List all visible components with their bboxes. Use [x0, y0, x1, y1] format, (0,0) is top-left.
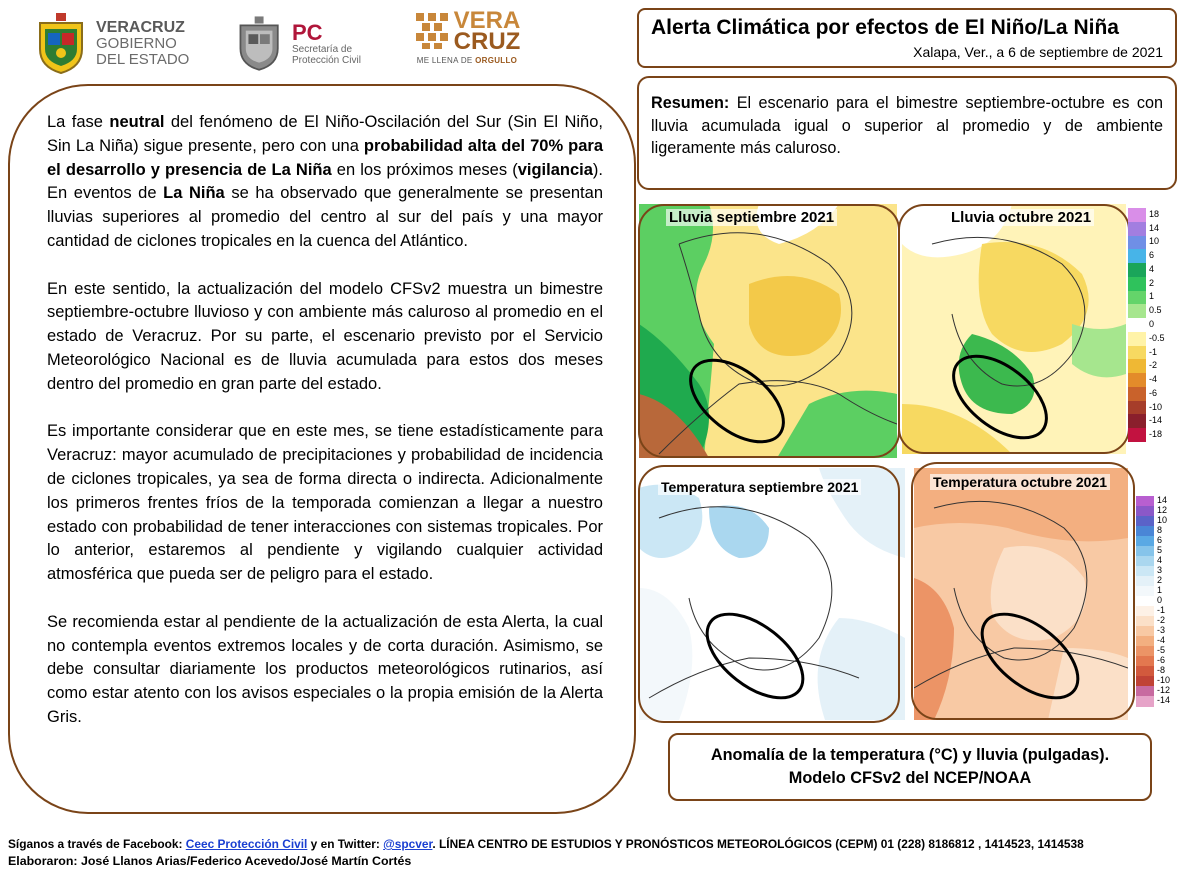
legend-temp-tick-label: -4 [1157, 635, 1166, 645]
paragraph-4: Se recomienda estar al pendiente de la actualización de esta Alerta, la cual no contempla eventos extremos locales y de corta duración. Asimismo, se debe consultar diariamente los productos meteorológicos rutinarios, así como estar atento con los avisos especiales o la propia emisión de la Alerta Gris. [47, 612, 603, 726]
legend-temp-tick-label: -5 [1157, 645, 1166, 655]
legend-temp-swatch [1136, 636, 1154, 647]
legend-temp-swatch [1136, 536, 1154, 547]
legend-temp-tick-label: -12 [1157, 685, 1171, 695]
footer [8, 836, 1183, 870]
logo-gobierno-veracruz [34, 10, 204, 78]
resumen-label: Resumen: [651, 94, 730, 112]
caption-line1: Anomalía de la temperatura (°C) y lluvia (pulgadas). [710, 746, 1110, 764]
legend-temp [1136, 496, 1180, 708]
map-temp-october-label: Temperatura octubre 2021 [930, 474, 1110, 490]
legend-temp-tick-label: -6 [1157, 655, 1166, 665]
legend-rain-swatch [1128, 236, 1146, 250]
map-temp-october-frame [911, 462, 1135, 720]
legend-rain-swatch [1128, 373, 1146, 387]
legend-rain-tick-label: -4 [1149, 374, 1158, 385]
legend-temp-tick-label: 8 [1157, 525, 1163, 535]
legend-temp-tick-label: -1 [1157, 605, 1166, 615]
legend-temp-swatch [1136, 686, 1154, 697]
legend-rain-tick-label: 0.5 [1149, 305, 1162, 316]
legend-temp-tick-label: 3 [1157, 565, 1163, 575]
logo-vc-line2: CRUZ [453, 28, 521, 55]
legend-temp-swatch [1136, 656, 1154, 667]
paragraph-3: Es importante considerar que en este mes, se tiene estadísticamente para Veracruz: mayor acumulado de precipitaciones y probabilidad de incidencia de ciclones tropicales, ya sea de forma directa o indirecta. Adicionalmente los primeros frentes fríos de la temporada comienzan a llegar a nuestro estado con probabilidad de tener interacciones con sistemas tropicales. Por lo anterior, estaremos al pendiente y vigilando cualquier actividad atmosférica que pueda ser de peligro para el estado. [47, 422, 603, 584]
legend-rain-swatch [1128, 318, 1146, 332]
legend-temp-tick-label: 14 [1157, 495, 1168, 505]
legend-rain-tick-label: 10 [1149, 236, 1160, 247]
legend-rain-tick-label: -14 [1149, 415, 1163, 426]
legend-rain-swatch [1128, 414, 1146, 428]
paragraph-2: En este sentido, la actualización del modelo CFSv2 muestra un bimestre septiembre-octubre lluvioso y con ambiente más caluroso al promedio en el estado de Veracruz. Por su parte, el escenario previsto por el Servicio Meteorológico Nacional es de lluvia acumulada para estos dos meses dentro del promedio en gran parte del estado. [47, 279, 603, 393]
legend-temp-swatch [1136, 646, 1154, 657]
legend-rain-swatch [1128, 346, 1146, 360]
logo-pc-line1: Secretaría de [292, 44, 353, 55]
legend-temp-swatch [1136, 626, 1154, 637]
map-rain-september-label: Lluvia septiembre 2021 [666, 209, 837, 226]
legend-temp-swatch [1136, 606, 1154, 617]
legend-temp-swatch [1136, 496, 1154, 507]
legend-temp-swatch [1136, 516, 1154, 527]
legend-temp-swatch [1136, 596, 1154, 607]
veracruz-pattern-icon [414, 11, 450, 51]
logo-gob-line3: DEL ESTADO [96, 51, 190, 68]
map-temp-september-frame [638, 465, 900, 723]
legend-rain-swatch [1128, 332, 1146, 346]
logo-proteccion-civil [236, 10, 386, 78]
legend-temp-swatch [1136, 666, 1154, 677]
legend-temp-tick-label: -2 [1157, 615, 1166, 625]
legend-rain-swatch [1128, 401, 1146, 415]
legend-temp-tick-label: -3 [1157, 625, 1166, 635]
legend-temp-tick-label: -8 [1157, 665, 1166, 675]
legend-temp-tick-label: 0 [1157, 595, 1163, 605]
legend-rain-tick-label: -18 [1149, 429, 1163, 440]
legend-rain-tick-label: 4 [1149, 263, 1155, 274]
legend-temp-swatch [1136, 556, 1154, 567]
legend-temp-swatch [1136, 696, 1154, 707]
main-text [47, 111, 603, 754]
legend-rain-swatch [1128, 208, 1146, 222]
logo-vc-line1: VERA [453, 7, 521, 34]
legend-rain-tick-label: 14 [1149, 222, 1160, 233]
caption-box [668, 733, 1152, 801]
map-rain-september-frame [638, 204, 900, 458]
legend-rain-tick-label: -10 [1149, 401, 1163, 412]
pc-shield-icon [236, 13, 284, 75]
page-title: Alerta Climática por efectos de El Niño/La Niña [651, 16, 1119, 39]
legend-rain-swatch [1128, 387, 1146, 401]
legend-rain-tick-label: 1 [1149, 291, 1155, 302]
veracruz-shield-icon [34, 13, 88, 75]
legend-temp-swatch [1136, 586, 1154, 597]
logo-pc-line2: Protección Civil [292, 55, 361, 66]
legend-rain-tick-label: 6 [1149, 250, 1155, 261]
caption-line2: Modelo CFSv2 del NCEP/NOAA [788, 769, 1032, 787]
legend-temp-tick-label: 2 [1157, 575, 1163, 585]
legend-rain-tick-label: 18 [1149, 208, 1160, 219]
legend-temp-swatch [1136, 506, 1154, 517]
logo-pc-abbr: PC [292, 20, 323, 45]
paragraph-1: La fase neutral del fenómeno de El Niño-Oscilación del Sur (Sin El Niño, Sin La Niña) sigue presente, pero con una probabilidad alta del 70% para el desarrollo y presencia de La Niña en los próximos meses (vigilancia). En eventos de La Niña se ha observado que generalmente se presentan lluvias superiores al promedio del centro al sur del país y una mayor cantidad de ciclones tropicales en la cuenca del Atlántico. [47, 113, 603, 250]
logo-gob-line2: GOBIERNO [96, 35, 177, 52]
legend-temp-swatch [1136, 566, 1154, 577]
footer-contact: Síganos a través de Facebook: Ceec Protección Civil y en Twitter: @spcver. LÍNEA CENTRO DE ESTUDIOS Y PRONÓSTICOS METEOROLÓGICOS (CEPM) 01 (228) 8186812 , 1414523, 1414538 [8, 837, 1084, 851]
resumen-box [637, 76, 1177, 190]
title-box [637, 8, 1177, 68]
legend-temp-tick-label: 12 [1157, 505, 1168, 515]
legend-temp-tick-label: 10 [1157, 515, 1168, 525]
map-temp-september-label: Temperatura septiembre 2021 [658, 479, 861, 495]
legend-rain-tick-label: -1 [1149, 346, 1158, 357]
legend-temp-swatch [1136, 616, 1154, 627]
legend-rain-swatch [1128, 263, 1146, 277]
legend-rain-swatch [1128, 428, 1146, 442]
resumen-text: El escenario para el bimestre septiembre-octubre es con lluvia acumulada igual o superior al promedio y de ambiente ligeramente más caluroso. [651, 94, 1163, 157]
legend-rain-swatch [1128, 304, 1146, 318]
legend-rain [1128, 208, 1176, 444]
legend-rain-swatch [1128, 359, 1146, 373]
page-date: Xalapa, Ver., a 6 de septiembre de 2021 [913, 44, 1163, 60]
legend-rain-swatch [1128, 249, 1146, 263]
legend-temp-swatch [1136, 676, 1154, 687]
legend-temp-tick-label: 5 [1157, 545, 1163, 555]
footer-authors: Elaboraron: José Llanos Arias/Federico Acevedo/José Martín Cortés [8, 854, 412, 868]
legend-rain-tick-label: -0.5 [1149, 332, 1165, 343]
logo-gob-line1: VERACRUZ [96, 19, 185, 36]
legend-temp-tick-label: -10 [1157, 675, 1171, 685]
legend-rain-tick-label: -2 [1149, 360, 1158, 371]
legend-rain-tick-label: 0 [1149, 319, 1155, 329]
legend-rain-tick-label: 2 [1149, 277, 1155, 288]
legend-temp-tick-label: 1 [1157, 585, 1163, 595]
facebook-link[interactable]: Ceec Protección Civil [185, 837, 308, 851]
legend-rain-swatch [1128, 222, 1146, 236]
legend-temp-swatch [1136, 546, 1154, 557]
legend-temp-tick-label: 4 [1157, 555, 1163, 565]
legend-rain-swatch [1128, 291, 1146, 305]
legend-temp-tick-label: 6 [1157, 535, 1163, 545]
logo-veracruz-orgullo [412, 7, 522, 78]
legend-rain-tick-label: -6 [1149, 387, 1158, 398]
legend-temp-swatch [1136, 576, 1154, 587]
legend-rain-swatch [1128, 277, 1146, 291]
legend-temp-tick-label: -14 [1157, 695, 1171, 705]
map-rain-october-label: Lluvia octubre 2021 [948, 209, 1094, 226]
twitter-link[interactable]: @spcver [383, 837, 433, 851]
map-rain-october-frame [898, 204, 1130, 454]
logo-vc-slogan: ME LLENA DE ORGULLO [416, 56, 518, 65]
legend-temp-swatch [1136, 526, 1154, 537]
